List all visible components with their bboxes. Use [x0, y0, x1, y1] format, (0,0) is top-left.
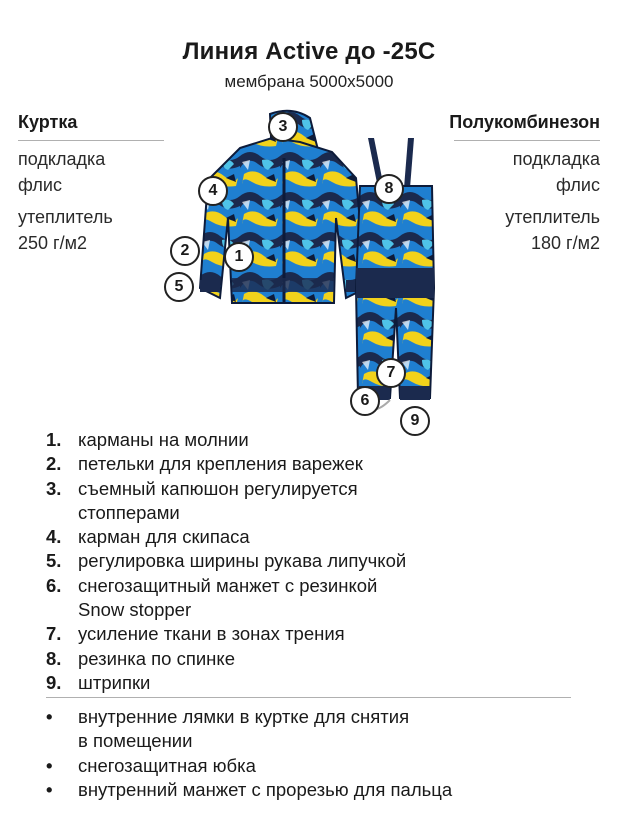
list-item: • снегозащитная юбка: [46, 754, 256, 776]
list-divider: [46, 697, 571, 698]
jacket-lining-label: подкладка: [18, 149, 106, 169]
list-item: 3. съемный капюшон регулируется стопперами: [46, 477, 358, 523]
jacket-heading: Куртка: [18, 112, 78, 132]
overall-divider: [454, 140, 600, 141]
overall-lining-value: флис: [556, 175, 600, 195]
list-item: 6. снегозащитный манжет с резинкой Snow stopper: [46, 574, 378, 621]
callout-3: 3: [268, 112, 298, 142]
list-item: 2. петельки для крепления варежек: [46, 453, 363, 475]
jacket-lining-value: флис: [18, 175, 62, 195]
jacket-divider: [18, 140, 164, 141]
list-item: 4. карман для скипаса: [46, 526, 250, 548]
list-item: 7. усиление ткани в зонах трения: [46, 623, 345, 645]
callout-7: 7: [376, 358, 406, 388]
callout-5: 5: [164, 272, 194, 302]
jacket-insulation-label: утеплитель: [18, 207, 113, 227]
callout-2: 2: [170, 236, 200, 266]
callout-1: 1: [224, 242, 254, 272]
list-item: • внутренние лямки в куртке для снятия в помещении: [46, 706, 410, 752]
list-item: 1. карманы на молнии: [46, 429, 249, 450]
overall-insulation-label: утеплитель: [505, 207, 600, 227]
callout-6: 6: [350, 386, 380, 416]
feature-list: [46, 428, 406, 695]
list-item: 8. резинка по спинке: [46, 647, 235, 669]
callout-8: 8: [374, 174, 404, 204]
list-item: • внутренний манжет с прорезью для пальца: [46, 778, 453, 800]
list-item: 5. регулировка ширины рукава липучкой: [46, 550, 407, 572]
page-subtitle: мембрана 5000х5000: [224, 72, 394, 91]
overall-insulation-value: 180 г/м2: [531, 233, 600, 253]
product-image: [160, 108, 460, 438]
snowsuit-illustration: [160, 108, 460, 438]
overall-lining-label: подкладка: [512, 149, 600, 169]
callout-9: 9: [400, 406, 430, 436]
jacket-insulation-value: 250 г/м2: [18, 233, 87, 253]
page-title: Линия Active до -25С: [182, 38, 436, 65]
extras-list: [46, 705, 452, 802]
callout-4: 4: [198, 176, 228, 206]
overall-heading: Полукомбинезон: [449, 112, 600, 132]
list-item: 9. штрипки: [46, 671, 151, 693]
